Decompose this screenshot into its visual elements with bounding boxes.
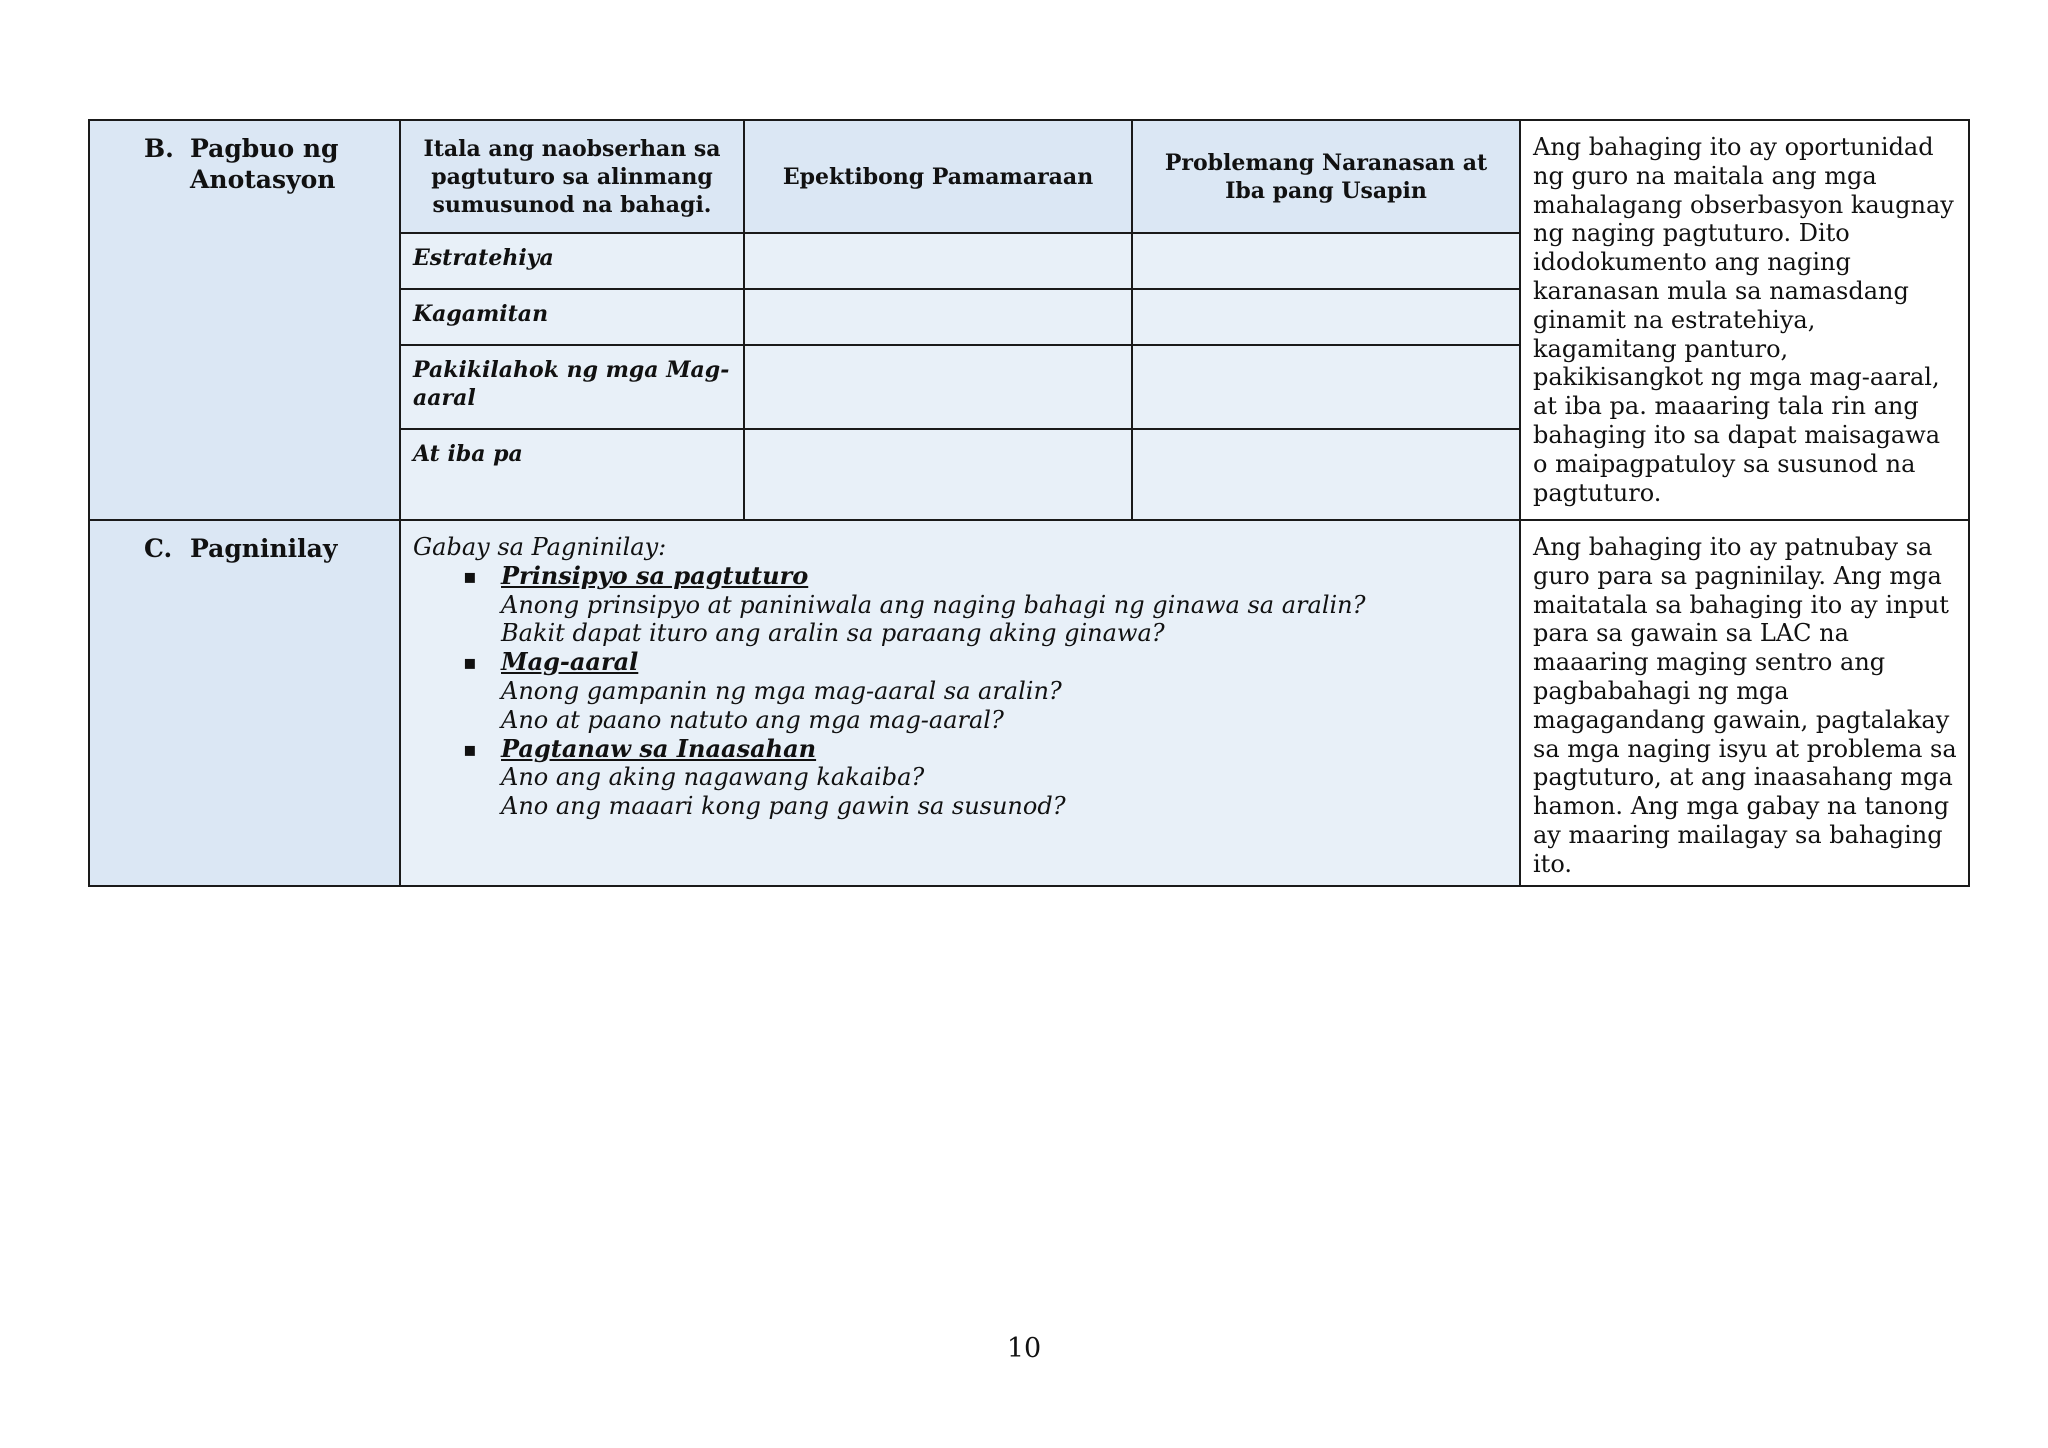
guide-question: Ano ang maaari kong pang gawin sa susunod?	[501, 792, 1066, 821]
problems-cell-kagamitan[interactable]	[1132, 289, 1520, 345]
section-c-note: Ang bahaging ito ay patnubay sa guro para sa pagninilay. Ang mga maitatala sa bahaging ito ay input para sa gawain sa LAC na maaaring maging sentro ang pagbabahagi ng mga magagandang gawain, pagtalakay sa mga naging isyu at problema sa pagtuturo, at ang inaasahang mga hamon. Ang mga gabay na tanong ay maaring mailagay sa bahaging ito.	[1520, 520, 1969, 886]
guide-item-title: Pagtanaw sa Inaasahan	[501, 733, 817, 763]
page-number: 10	[1006, 1333, 1042, 1364]
effective-cell-estratehiya[interactable]	[744, 233, 1132, 289]
problems-cell-estratehiya[interactable]	[1132, 233, 1520, 289]
effective-cell-kagamitan[interactable]	[744, 289, 1132, 345]
aspect-estratehiya: Estratehiya	[400, 233, 744, 289]
lesson-annotation-table	[88, 119, 1970, 887]
section-c-letter: C.	[144, 534, 173, 563]
square-bullet-icon: ▪	[463, 563, 477, 588]
section-c-row	[89, 520, 1969, 886]
guide-question: Ano ang aking nagawang kakaiba?	[501, 763, 925, 792]
guide-item-title: Prinsipyo sa pagtuturo	[501, 560, 809, 590]
guide-question: Ano at paano natuto ang mga mag-aaral?	[501, 705, 1004, 734]
section-b-note: Ang bahaging ito ay oportunidad ng guro na maitala ang mga mahalagang obserbasyon kaugnay ng naging pagtuturo. Dito idodokumento ang naging karanasan mula sa namasdang ginamit na estratehiya, kagamitang panturo, pakikisangkot ng mga mag-aaral, at iba pa. maaaring tala rin ang bahaging ito sa dapat maisagawa o maipagpatuloy sa susunod na pagtuturo.	[1520, 120, 1969, 520]
section-b-letter: B.	[144, 134, 174, 163]
aspect-at-iba-pa: At iba pa	[400, 429, 744, 520]
effective-cell-pakikilahok[interactable]	[744, 345, 1132, 429]
guide-question: Bakit dapat ituro ang aralin sa paraang aking ginawa?	[501, 619, 1165, 648]
section-b-header-row	[89, 120, 1969, 233]
aspect-column-header: Itala ang naobserhan sa pagtuturo sa alinmang sumusunod na bahagi.	[400, 120, 744, 233]
guide-list	[413, 562, 1507, 821]
section-b-title-line2: Anotasyon	[190, 165, 336, 194]
guide-item-title: Mag-aaral	[501, 647, 639, 677]
list-item	[413, 562, 1507, 648]
reflection-guide	[400, 520, 1520, 886]
section-c-label	[89, 520, 400, 886]
aspect-kagamitan: Kagamitan	[400, 289, 744, 345]
square-bullet-icon: ▪	[463, 736, 477, 761]
guide-question: Anong gampanin ng mga mag-aaral sa aralin?	[501, 676, 1062, 705]
aspect-pakikilahok: Pakikilahok ng mga Mag-aaral	[400, 345, 744, 429]
guide-question: Anong prinsipyo at paniniwala ang naging bahagi ng ginawa sa aralin?	[501, 590, 1366, 619]
effective-cell-at-iba-pa[interactable]	[744, 429, 1132, 520]
problems-cell-pakikilahok[interactable]	[1132, 345, 1520, 429]
section-b-title-line1: Pagbuo ng	[190, 134, 339, 163]
problems-cell-at-iba-pa[interactable]	[1132, 429, 1520, 520]
problems-column-header: Problemang Naranasan at Iba pang Usapin	[1132, 120, 1520, 233]
section-c-title: Pagninilay	[190, 534, 338, 563]
section-b-label	[89, 120, 400, 520]
effective-column-header: Epektibong Pamamaraan	[744, 120, 1132, 233]
guide-title: Gabay sa Pagninilay:	[413, 533, 667, 561]
list-item	[413, 648, 1507, 734]
list-item	[413, 735, 1507, 821]
square-bullet-icon: ▪	[463, 650, 477, 675]
